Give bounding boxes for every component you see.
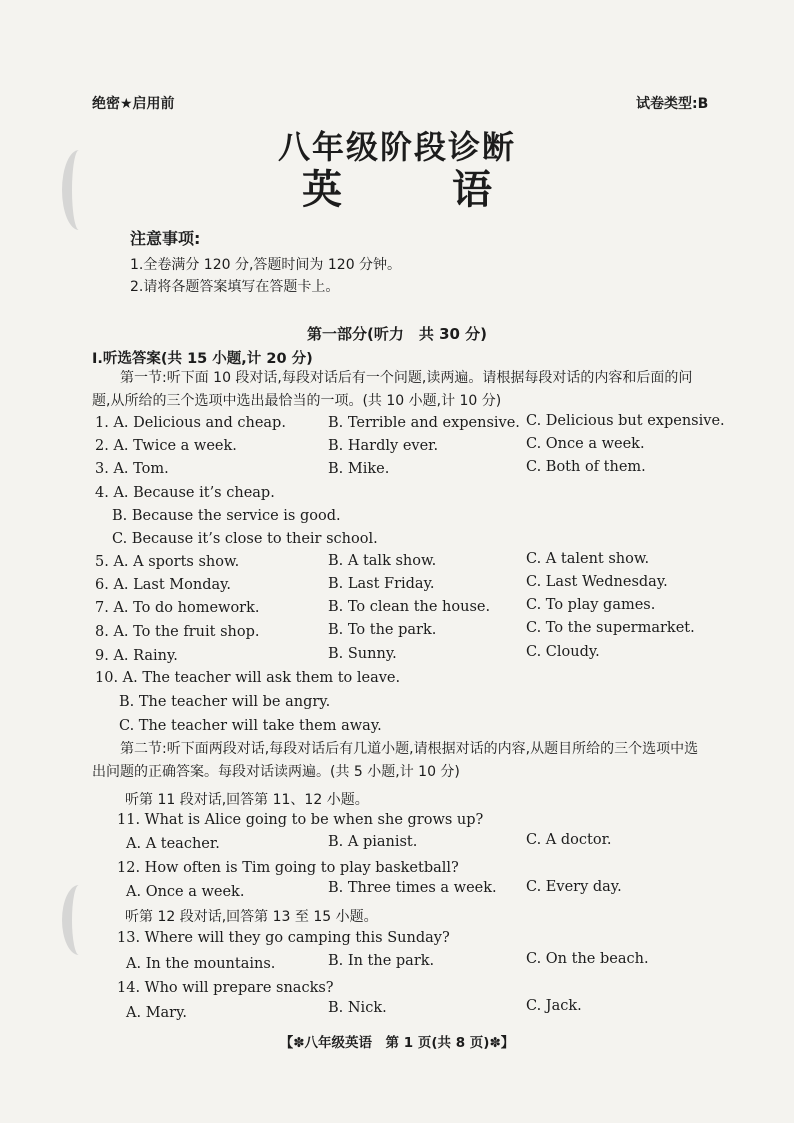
q10-option-c: C. The teacher will take them away.: [119, 718, 382, 734]
q12-option-b: B. Three times a week.: [328, 880, 497, 896]
q8-option-c: C. To the supermarket.: [526, 620, 695, 636]
q7-option-a: 7. A. To do homework.: [95, 600, 260, 616]
q13-option-c: C. On the beach.: [526, 951, 649, 967]
q2-option-b: B. Hardly ever.: [328, 438, 439, 454]
q12-option-a: A. Once a week.: [126, 884, 245, 900]
q9-option-b: B. Sunny.: [328, 646, 397, 662]
q8-option-b: B. To the park.: [328, 622, 437, 638]
q14-stem: 14. Who will prepare snacks?: [117, 980, 334, 996]
q8-option-a: 8. A. To the fruit shop.: [95, 624, 260, 640]
q4-option-a: 4. A. Because it’s cheap.: [95, 485, 275, 501]
section-i-title: Ⅰ.听选答案(共 15 小题,计 20 分): [92, 351, 313, 367]
q5-option-c: C. A talent show.: [526, 551, 650, 567]
dialogue-11-direction: 听第 11 段对话,回答第 11、12 小题。: [125, 792, 369, 808]
q11-option-a: A. A teacher.: [126, 836, 220, 852]
q10-option-a: 10. A. The teacher will ask them to leave.: [95, 670, 401, 686]
q13-option-a: A. In the mountains.: [126, 956, 276, 972]
q5-option-b: B. A talk show.: [328, 553, 437, 569]
section1-instruction: 第一节:听下面 10 段对话,每段对话后有一个问题,读两遍。请根据每段对话的内容和后面的问题,从所给的三个选项中选出最恰当的一项。(共 10 小题,计 10 分): [92, 370, 693, 409]
note-item: 2.请将各题答案填写在答题卡上。: [130, 279, 340, 295]
q11-option-c: C. A doctor.: [526, 832, 612, 848]
q12-stem: 12. How often is Tim going to play basketball?: [117, 860, 459, 876]
q13-stem: 13. Where will they go camping this Sunday?: [117, 930, 450, 946]
q3-option-b: B. Mike.: [328, 461, 390, 477]
q11-option-b: B. A pianist.: [328, 834, 418, 850]
q5-option-a: 5. A. A sports show.: [95, 554, 240, 570]
notes-heading: 注意事项:: [130, 229, 201, 248]
q3-option-a: 3. A. Tom.: [95, 461, 169, 477]
q7-option-c: C. To play games.: [526, 597, 656, 613]
note-item: 1.全卷满分 120 分,答题时间为 120 分钟。: [130, 257, 402, 273]
q6-option-c: C. Last Wednesday.: [526, 574, 668, 590]
binding-mark: [62, 885, 96, 955]
q4-option-b: B. Because the service is good.: [112, 508, 341, 524]
confidential-label: 绝密★启用前: [92, 96, 175, 112]
q14-option-c: C. Jack.: [526, 998, 582, 1014]
paper-type-label: 试卷类型:B: [636, 96, 709, 112]
q7-option-b: B. To clean the house.: [328, 599, 491, 615]
q13-option-b: B. In the park.: [328, 953, 435, 969]
q14-option-b: B. Nick.: [328, 1000, 387, 1016]
q9-option-a: 9. A. Rainy.: [95, 648, 178, 664]
q9-option-c: C. Cloudy.: [526, 644, 600, 660]
q1-option-b: B. Terrible and expensive.: [328, 415, 520, 431]
q6-option-b: B. Last Friday.: [328, 576, 435, 592]
subject-title: 英 语: [302, 167, 540, 213]
page-footer: 【✽八年级英语 第 1 页(共 8 页)✽】: [279, 1035, 515, 1051]
q6-option-a: 6. A. Last Monday.: [95, 577, 232, 593]
q1-option-a: 1. A. Delicious and cheap.: [95, 415, 286, 431]
section2-instruction: 第二节:听下面两段对话,每段对话后有几道小题,请根据对话的内容,从题目所给的三个选项中选出问题的正确答案。每段对话读两遍。(共 5 小题,计 10 分): [92, 741, 699, 780]
q2-option-c: C. Once a week.: [526, 436, 645, 452]
exam-title: 八年级阶段诊断: [277, 128, 516, 166]
q1-option-c: C. Delicious but expensive.: [526, 413, 725, 429]
q11-stem: 11. What is Alice going to be when she grows up?: [117, 812, 484, 828]
q3-option-c: C. Both of them.: [526, 459, 646, 475]
q14-option-a: A. Mary.: [126, 1005, 187, 1021]
q2-option-a: 2. A. Twice a week.: [95, 438, 237, 454]
q12-option-c: C. Every day.: [526, 879, 622, 895]
q10-option-b: B. The teacher will be angry.: [119, 694, 331, 710]
part-one-title: 第一部分(听力 共 30 分): [306, 325, 488, 343]
q4-option-c: C. Because it’s close to their school.: [112, 531, 378, 547]
dialogue-12-direction: 听第 12 段对话,回答第 13 至 15 小题。: [125, 909, 378, 925]
